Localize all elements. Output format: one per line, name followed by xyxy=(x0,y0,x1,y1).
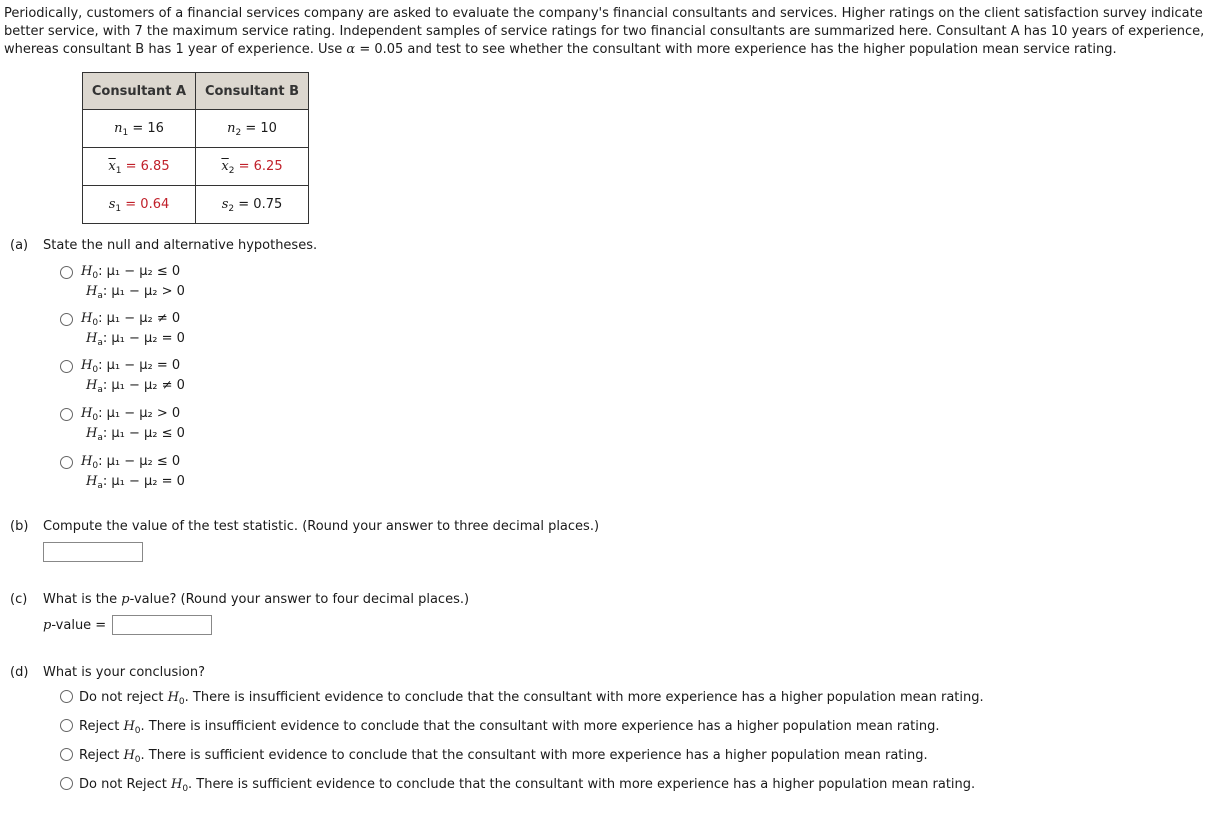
ha-expression: μ₁ − μ₂ > 0 xyxy=(111,284,185,299)
s2-cell: $s_2 = 0.75$ xyxy=(196,186,309,224)
header-consultant-a: Consultant A xyxy=(83,73,196,110)
part-b-question: (b) Compute the value of the test statistic. (Round your answer to three decimal places.) xyxy=(10,519,600,534)
h0-expression: μ₁ − μ₂ ≤ 0 xyxy=(106,264,181,279)
xbar1-cell: $\overline{x}_1 = 6.85$ xyxy=(83,148,196,186)
radio-button[interactable] xyxy=(60,313,73,326)
problem-statement xyxy=(4,5,1224,59)
ha-expression: μ₁ − μ₂ = 0 xyxy=(111,331,185,346)
ha-expression: μ₁ − μ₂ = 0 xyxy=(111,474,185,489)
xbar2-cell: $\overline{x}_2 = 6.25$ xyxy=(196,148,309,186)
h0-expression: μ₁ − μ₂ ≤ 0 xyxy=(106,454,181,469)
summary-table xyxy=(82,72,309,224)
h0-expression: μ₁ − μ₂ = 0 xyxy=(106,358,181,373)
p-value-input[interactable] xyxy=(112,615,212,635)
conclusion-option-1[interactable]: Do not reject $H_0$. There is insufficient evidence to conclude that the consultant with more experience has a higher population mean rating. xyxy=(60,690,984,705)
intro-line-3: whereas consultant B has 1 year of experience. Use α = 0.05 and test to see whether the consultant with more experience has the higher population mean service rating. xyxy=(4,42,1117,57)
intro-line-1: Periodically, customers of a financial services company are asked to evaluate the company's financial consultants and services. Higher ratings on the client satisfaction survey indicate xyxy=(4,6,1203,21)
ha-expression: μ₁ − μ₂ ≤ 0 xyxy=(111,426,185,441)
radio-button[interactable] xyxy=(60,408,73,421)
intro-line-2: better service, with 7 the maximum service rating. Independent samples of service ratings for two financial consultants are summarized here. Consultant A has 10 years of experience, xyxy=(4,24,1205,39)
radio-button[interactable] xyxy=(60,777,73,790)
s1-cell: $s_1 = 0.64$ xyxy=(83,186,196,224)
radio-button[interactable] xyxy=(60,266,73,279)
ha-expression: μ₁ − μ₂ ≠ 0 xyxy=(111,378,185,393)
part-c-question: (c) What is the p-value? (Round your answer to four decimal places.) xyxy=(10,592,470,607)
radio-button[interactable] xyxy=(60,360,73,373)
n2-cell: $n_2 = 10$ xyxy=(196,110,309,148)
alpha-symbol: α xyxy=(346,42,356,57)
conclusion-option-3[interactable]: Reject $H_0$. There is sufficient evidence to conclude that the consultant with more experience has a higher population mean rating. xyxy=(60,748,928,763)
h0-expression: μ₁ − μ₂ ≠ 0 xyxy=(106,311,181,326)
radio-button[interactable] xyxy=(60,456,73,469)
header-consultant-b: Consultant B xyxy=(196,73,309,110)
conclusion-option-4[interactable]: Do not Reject $H_0$. There is sufficient evidence to conclude that the consultant with more experience has a higher population mean rating. xyxy=(60,777,975,792)
radio-button[interactable] xyxy=(60,690,73,703)
part-d-question: (d) What is your conclusion? xyxy=(10,665,205,680)
conclusion-option-2[interactable]: Reject $H_0$. There is insufficient evidence to conclude that the consultant with more experience has a higher population mean rating. xyxy=(60,719,940,734)
radio-button[interactable] xyxy=(60,719,73,732)
part-a-question: (a) State the null and alternative hypotheses. xyxy=(10,238,318,253)
h0-expression: μ₁ − μ₂ > 0 xyxy=(106,406,181,421)
radio-button[interactable] xyxy=(60,748,73,761)
test-statistic-input[interactable] xyxy=(43,542,143,562)
p-value-label: p-value = xyxy=(43,618,107,633)
n1-cell: $n_1 = 16$ xyxy=(83,110,196,148)
